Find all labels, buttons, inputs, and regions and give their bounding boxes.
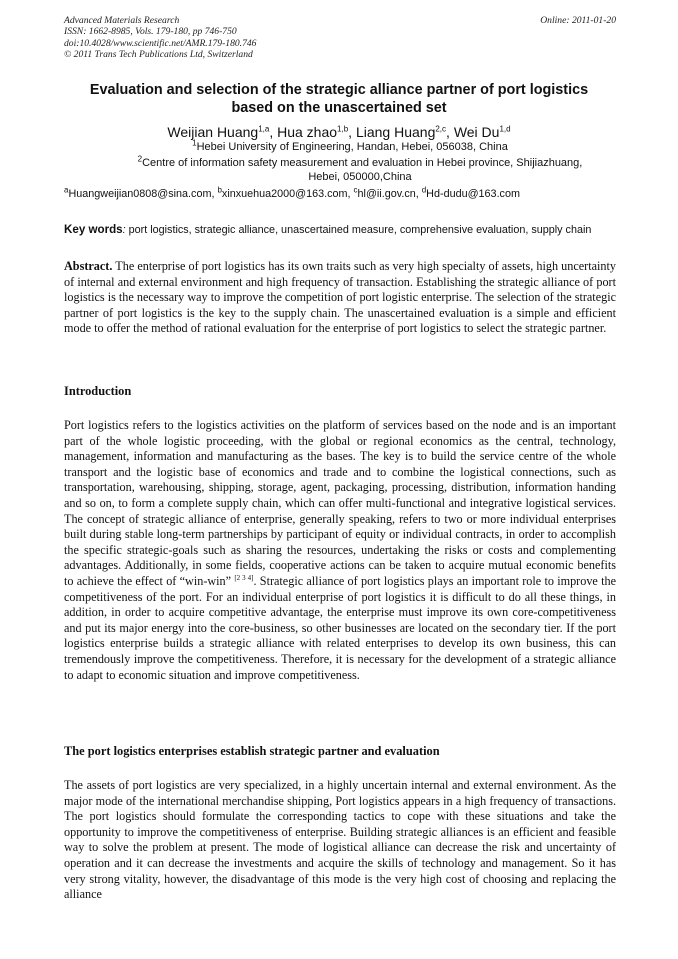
journal-name: Advanced Materials Research [64, 15, 180, 26]
affiliation-2 [100, 156, 620, 184]
intro-text-part2: . Strategic alliance of port logistics plays an important role to improve the competitiveness of the port. For an individual enterprise of port logistics it is difficult to do all these things, in addition, in order to acquire competitive advantage, the enterprise must improve its own core-competitiveness and put its major energy into the core-business, so other businesses are located on the secondary tier. If the port logistics enterprise builds a strategic alliance with related enterprises to develop its own business, this can tremendously improve the competitiveness. Therefore, it is necessary for the development of a strategic alliance to adapt to economic situation and improve competitiveness. [64, 573, 616, 682]
affiliation-mark: 2 [137, 154, 143, 164]
keywords-label: Key words [64, 223, 123, 236]
citation-ref: [2 3 4] [234, 573, 254, 582]
affiliation-text: Centre of information safety measurement and evaluation in Hebei province, Shijiazhuang, [142, 157, 583, 169]
author-list: Weijian Huang$^{1,a}$, Hua zhao$^{1,b}$, Liang Huang$^{2,c}$, Wei Du$^{1,d}$ [167, 124, 511, 140]
abstract [64, 259, 616, 337]
email-mark: a [64, 185, 69, 195]
paper-title [40, 81, 638, 117]
abstract-text: The enterprise of port logistics has its own traits such as very high specialty of assets, high uncertainty of internal and external environment and high frequency of transaction. Establishing the strategic alliance of port logistics is the necessary way to improve the competition of port logistic enterprise. The selection of the strategic partner of port logistics is the key to the supply chain. The unascertained evaluation is a simple and efficient mode to offer the method of rational evaluation for the enterprise of port logistics to select the strategic partner. [64, 259, 616, 336]
title-line-2: based on the unascertained set [231, 100, 447, 116]
section-heading-introduction: Introduction [64, 384, 132, 398]
online-date: Online: 2011-01-20 [540, 15, 616, 26]
author-name: Wei Du [453, 124, 500, 140]
author-mark: 2,c [435, 124, 447, 134]
author-mark: 1,d [499, 124, 511, 134]
keywords [64, 223, 616, 237]
email: Hd-dudu@163.com [426, 188, 520, 200]
doi-line: doi:10.4028/www.scientific.net/AMR.179-180.746 [64, 37, 257, 49]
email-list [64, 187, 624, 201]
issn-line: ISSN: 1662-8985, Vols. 179-180, pp 746-750 [64, 26, 237, 38]
affiliation-mark: 1 [192, 138, 197, 148]
title-line-1: Evaluation and selection of the strategic alliance partner of port logistics [89, 82, 589, 98]
email: hl@ii.gov.cn, [357, 188, 419, 200]
email-mark: c [353, 185, 358, 195]
introduction-paragraph [64, 418, 616, 683]
author-mark: 1,a [258, 124, 270, 134]
affiliation-1 [140, 140, 560, 154]
journal-header [64, 15, 616, 60]
affiliation-text-cont: Hebei, 050000,China [308, 171, 412, 183]
strategic-partner-paragraph: The assets of port logistics are very specialized, in a highly uncertain internal and external environment. As the major mode of the international merchandise shipping, Port logistics appears in a high frequency of transactions. The port logistics should formulate the corresponding tactics to cope with these situations and take the opportunity to improve the competitiveness of enterprise. Building strategic alliances is an efficient and feasible way to solve the problem at present. The mode of logistical alliance can decrease the risk and uncertainty of operation and it can decrease the investments and acquire the skills of technology and management. So it has very strong vitality, however, the disadvantage of this mode is the very high cost of choosing and replacing the alliance [64, 778, 616, 902]
section-heading-strategic-partner: The port logistics enterprises establish strategic partner and evaluation [64, 744, 440, 758]
keywords-text: port logistics, strategic alliance, unascertained measure, comprehensive evaluation, supply chain [125, 224, 592, 236]
author-name: Weijian Huang [167, 124, 259, 140]
email: Huangweijian0808@sina.com, [68, 188, 215, 200]
author-name: Hua zhao [277, 124, 338, 140]
email-mark: d [421, 185, 427, 195]
email-mark: b [217, 185, 222, 195]
author-mark: 1,b [337, 124, 349, 134]
intro-text-part1: Port logistics refers to the logistics activities on the platform of services based on the node and is an important part of the whole logistic proceeding, with the global or regional economics as the central, technology, management, information and manufacturing as the bases. The key is to build the service centre of the whole transport and the logistic base of economics and trade and to combine the logistical connections, such as transportation, warehousing, shipping, storage, agent, packaging, processing, distribution, information handing and so on, to form a complete supply chain, which can offer multi-functional and integrative logistical services. The concept of strategic alliance of enterprise, generally speaking, refers to two or more individual enterprises built during stable long-term partnerships by participant of equity or individual contracts, in order to accomplish the specific strategic-goals such as sharing the resources, undertaking the risks or costs and complementing advantages. Additionally, in some fields, cooperative actions can be taken to acquire mutual economic benefits to achieve the effect of “win-win” [64, 418, 616, 588]
copyright-line: © 2011 Trans Tech Publications Ltd, Switzerland [64, 48, 253, 60]
abstract-label: Abstract. [64, 259, 113, 273]
author-name: Liang Huang [355, 124, 436, 140]
keywords-colon: : [122, 224, 126, 236]
email: xinxuehua2000@163.com, [221, 188, 351, 200]
affiliation-text: Hebei University of Engineering, Handan, Hebei, 056038, China [196, 141, 508, 153]
